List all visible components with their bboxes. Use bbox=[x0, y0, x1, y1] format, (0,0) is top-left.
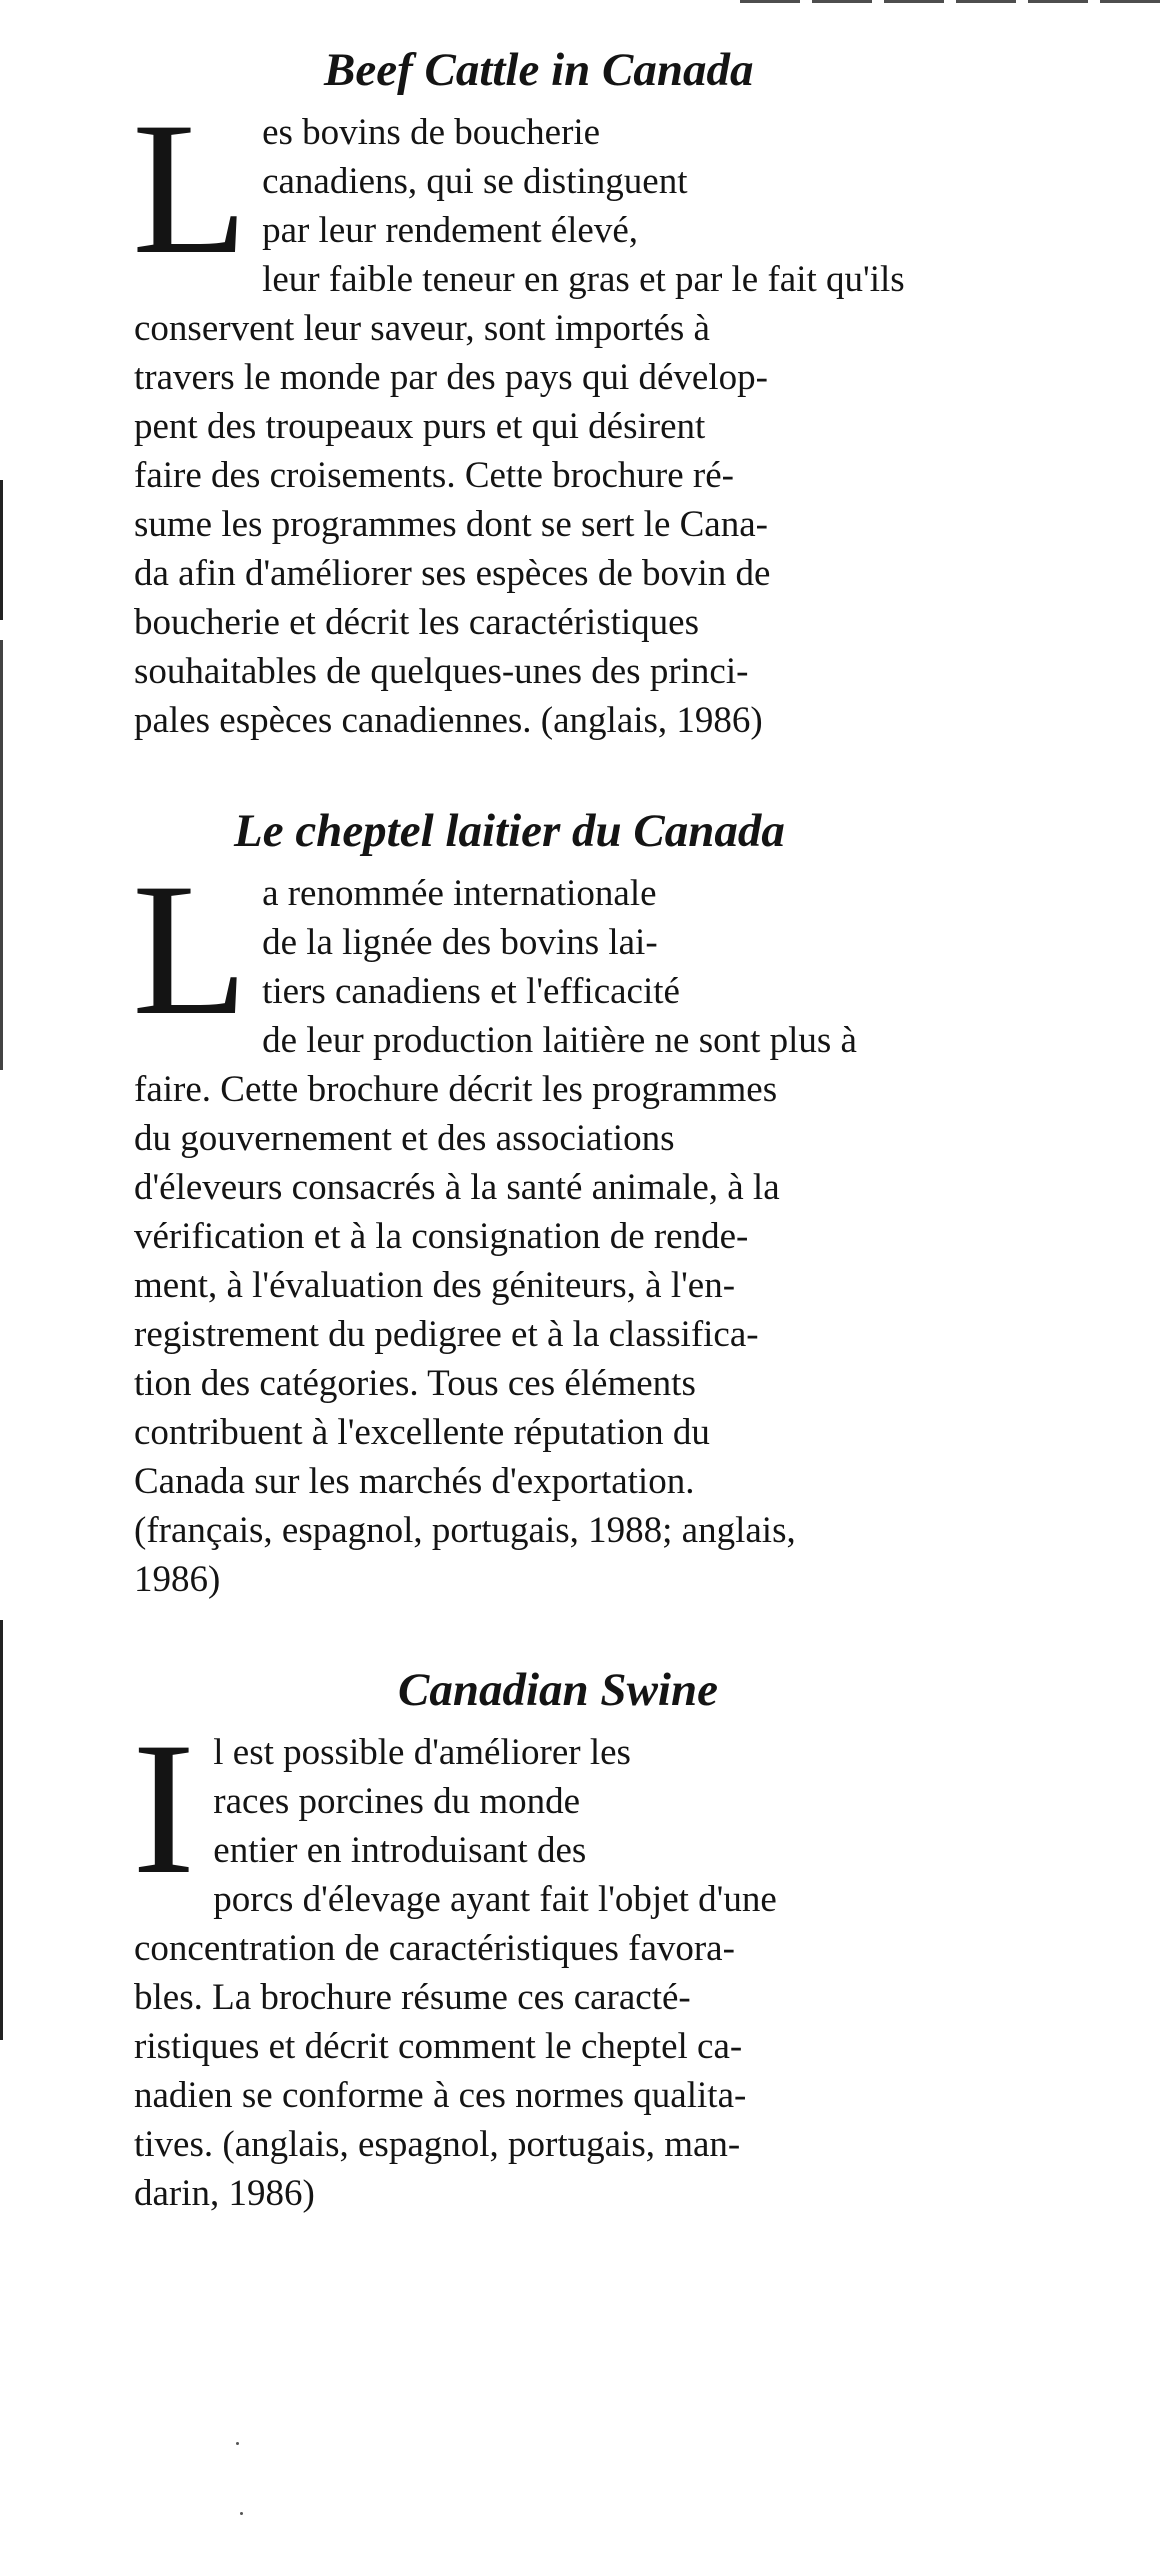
scan-speck bbox=[240, 2512, 243, 2515]
entry-beef-cattle bbox=[134, 40, 1054, 745]
entry-body bbox=[132, 1704, 1054, 2218]
entry-swine bbox=[134, 1660, 1054, 2218]
entry-title: Le cheptel laitier du Canada bbox=[234, 805, 785, 857]
drop-cap: L bbox=[132, 84, 249, 294]
scan-left-edge bbox=[0, 480, 3, 620]
entry-text: l est possible d'améliorer les races porcines du monde entier en introduisant des porcs d'élevage ayant fait l'objet d'une concentration de caractéristiques favora- bles. La brochure résume ces caracté- ristiques et décrit comment le cheptel ca- nadien se conforme à ces normes qualita- tives. (anglais, espagnol, portugais, man- darin, 1986) bbox=[134, 1732, 777, 2214]
scan-speck bbox=[236, 2442, 239, 2445]
scan-left-edge bbox=[0, 640, 3, 1070]
entry-body bbox=[132, 84, 1054, 745]
entry-text: es bovins de boucherie canadiens, qui se distinguent par leur rendement élevé, leur faible teneur en gras et par le fait qu'ils conservent leur saveur, sont importés à travers le monde par des pays qui dévelop- pent des troupeaux purs et qui désirent faire des croisements. Cette brochure ré- sume les programmes dont se sert le Cana- da afin d'améliorer ses espèces de bovin de boucherie et décrit les caractéristiques souhaitables de quelques-unes des princi- pales espèces canadiennes. (anglais, 1986) bbox=[134, 112, 905, 741]
scan-top-rule bbox=[740, 0, 1167, 3]
drop-cap: I bbox=[132, 1704, 196, 1914]
brochure-column bbox=[134, 40, 1054, 2218]
drop-cap: L bbox=[132, 845, 249, 1055]
entry-title: Beef Cattle in Canada bbox=[324, 44, 754, 96]
entry-title: Canadian Swine bbox=[398, 1664, 718, 1716]
entry-body bbox=[132, 845, 1054, 1604]
scan-left-edge bbox=[0, 1860, 3, 2040]
entry-dairy-cattle bbox=[134, 801, 1054, 1604]
entry-text: a renommée internationale de la lignée des bovins lai- tiers canadiens et l'efficacité de leur production laitière ne sont plus à faire. Cette brochure décrit les programmes du gouvernement et des associations d'éleveurs consacrés à la santé animale, à la vérification et à la consignation de rende- ment, à l'évaluation des géniteurs, à l'en- registrement du pedigree et à la classifica- tion des catégories. Tous ces éléments contribuent à l'excellente réputation du Canada sur les marchés d'exportation. (français, espagnol, portugais, 1988; anglais, 1986) bbox=[134, 873, 857, 1600]
